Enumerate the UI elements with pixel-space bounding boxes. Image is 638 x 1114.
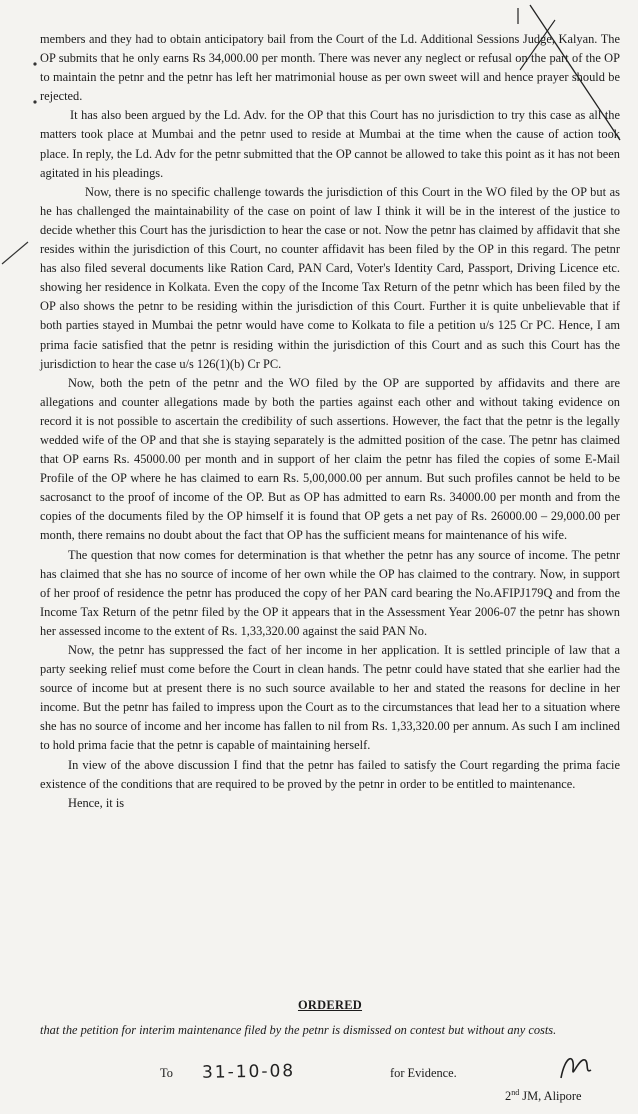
scan-dots	[30, 60, 40, 110]
for-evidence-label: for Evidence.	[390, 1066, 457, 1080]
paragraph-6: Now, the petnr has suppressed the fact of her income in her application. It is settled principle of law that a party seeking relief must come before the Court in clean hands. The petnr could have stated that she earlier had the source of income but at present there is no such source available to her and stated the reasons for decline in her income. But the petnr has failed to impress upon the Court as to the circumstances that lead her to a situation where she has no source of income and her income has fallen to nil from Rs. 1,33,320.00 per annum. As such I am inclined to hold prima facie that the petnr is capable of maintaining herself.	[40, 643, 620, 753]
paragraph-7: In view of the above discussion I find that the petnr has failed to satisfy the Court regarding the prima facie existence of the conditions that are required to be proved by the petnr in order to be entitled to maintenance.	[40, 757, 620, 791]
paragraph-8: Hence, it is	[68, 795, 125, 810]
footer-row	[0, 1061, 638, 1088]
ordered-heading: ORDERED	[297, 998, 363, 1012]
paragraph-4: Now, both the petn of the petnr and the WO filed by the OP are supported by affidavits and there are allegations and counter allegations made by both the parties against each other and without taking evidence on record it is not possible to ascertain the credibility of such assertions. However, the fact that the petnr is the legally wedded wife of the OP and that she is staying separately is the admitted position of the case. The petnr has claimed that OP earns Rs. 45000.00 per month and in support of her claim the petnr has filed the copies of some E-Mail Profile of the OP where he has claimed to earn Rs. 5,00,000.00 per annum. But such profiles cannot be held to be sacrosanct to the proof of income of the OP. But as OP has admitted to earn Rs. 34000.00 per month and from the copies of the documents filed by the OP himself it is found that OP gets a net pay of Rs. 26000.00 – 29,000.00 per month, there remains no doubt about the fact that OP has the sufficient means for maintenance of his wife.	[40, 375, 620, 543]
ordered-section	[40, 996, 620, 1040]
court-designation	[505, 1088, 582, 1104]
court-ordinal: 2	[505, 1089, 512, 1104]
order-text: that the petition for interim maintenance filed by the petnr is dismissed on contest but without any costs.	[40, 1023, 557, 1037]
paragraph-3: Now, there is no specific challenge towards the jurisdiction of this Court in the WO filed by the OP but as he has challenged the maintainability of the case on point of law I think it will be in the interest of the justice to decide whether this Court has the jurisdiction to hear the case or not. Now the petnr has claimed by affidavit that she resides within the jurisdiction of this Court, no counter affidavit has been filed by the OP in this regard. The petnr has also filed several documents like Ration Card, PAN Card, Voter's Identity Card, Passport, Driving Licence etc. showing her residence in Kolkata. Even the copy of the Income Tax Return of the petnr which has been filed by the OP also shows the petnr to be residing within the jurisdiction of this Court. Further it is quite unbelievable that if both parties stayed in Mumbai the petnr would have come to Kolkata to file a petition u/s 125 Cr PC. Hence, I am prima facie satisfied that the petnr is residing within the jurisdiction of this Court and as such this Court has the jurisdiction to hear the case u/s 126(1)(b) Cr PC.	[40, 184, 620, 371]
left-margin-tick	[0, 238, 34, 268]
margin-pen-marks	[500, 0, 638, 150]
court-ordinal-suffix: nd	[511, 1088, 520, 1097]
to-label: To	[160, 1066, 173, 1080]
handwritten-date: 31-10-08	[201, 1061, 296, 1083]
court-name: JM, Alipore	[519, 1089, 582, 1104]
paragraph-1: members and they had to obtain anticipatory bail from the Court of the Ld. Additional Sessions Judge, Kalyan. The OP submits that he only earns Rs 34,000.00 per month. There was never any neglect or refusal on the part of the OP to maintain the petnr and the petnr has left her matrimonial house as per own sweet will and hence prayer should be rejected.	[40, 32, 620, 104]
paragraph-5: The question that now comes for determination is that whether the petnr has any source of income. The petnr has claimed that she has no source of income of her own while the OP has claimed to the contrary. Now, in support of her proof of residence the petnr has produced the copy of her PAN card bearing the No.AFIPJ179Q and from the Income Tax Return of the petnr filed by the OP it appears that in the Assessment Year 2006-07 the petnr has shown her assessed income to the extent of Rs. 1,33,320.00 against the said PAN No.	[40, 547, 620, 638]
paragraph-2: It has also been argued by the Ld. Adv. for the OP that this Court has no jurisdiction to try this case as all the matters took place at Mumbai and the petnr used to reside at Mumbai at the time when the cause of action took place. In reply, the Ld. Adv for the petnr submitted that the OP cannot be allowed to take this point as it has not been agitated in his pleadings.	[40, 108, 620, 180]
signature-mark	[555, 1048, 595, 1088]
